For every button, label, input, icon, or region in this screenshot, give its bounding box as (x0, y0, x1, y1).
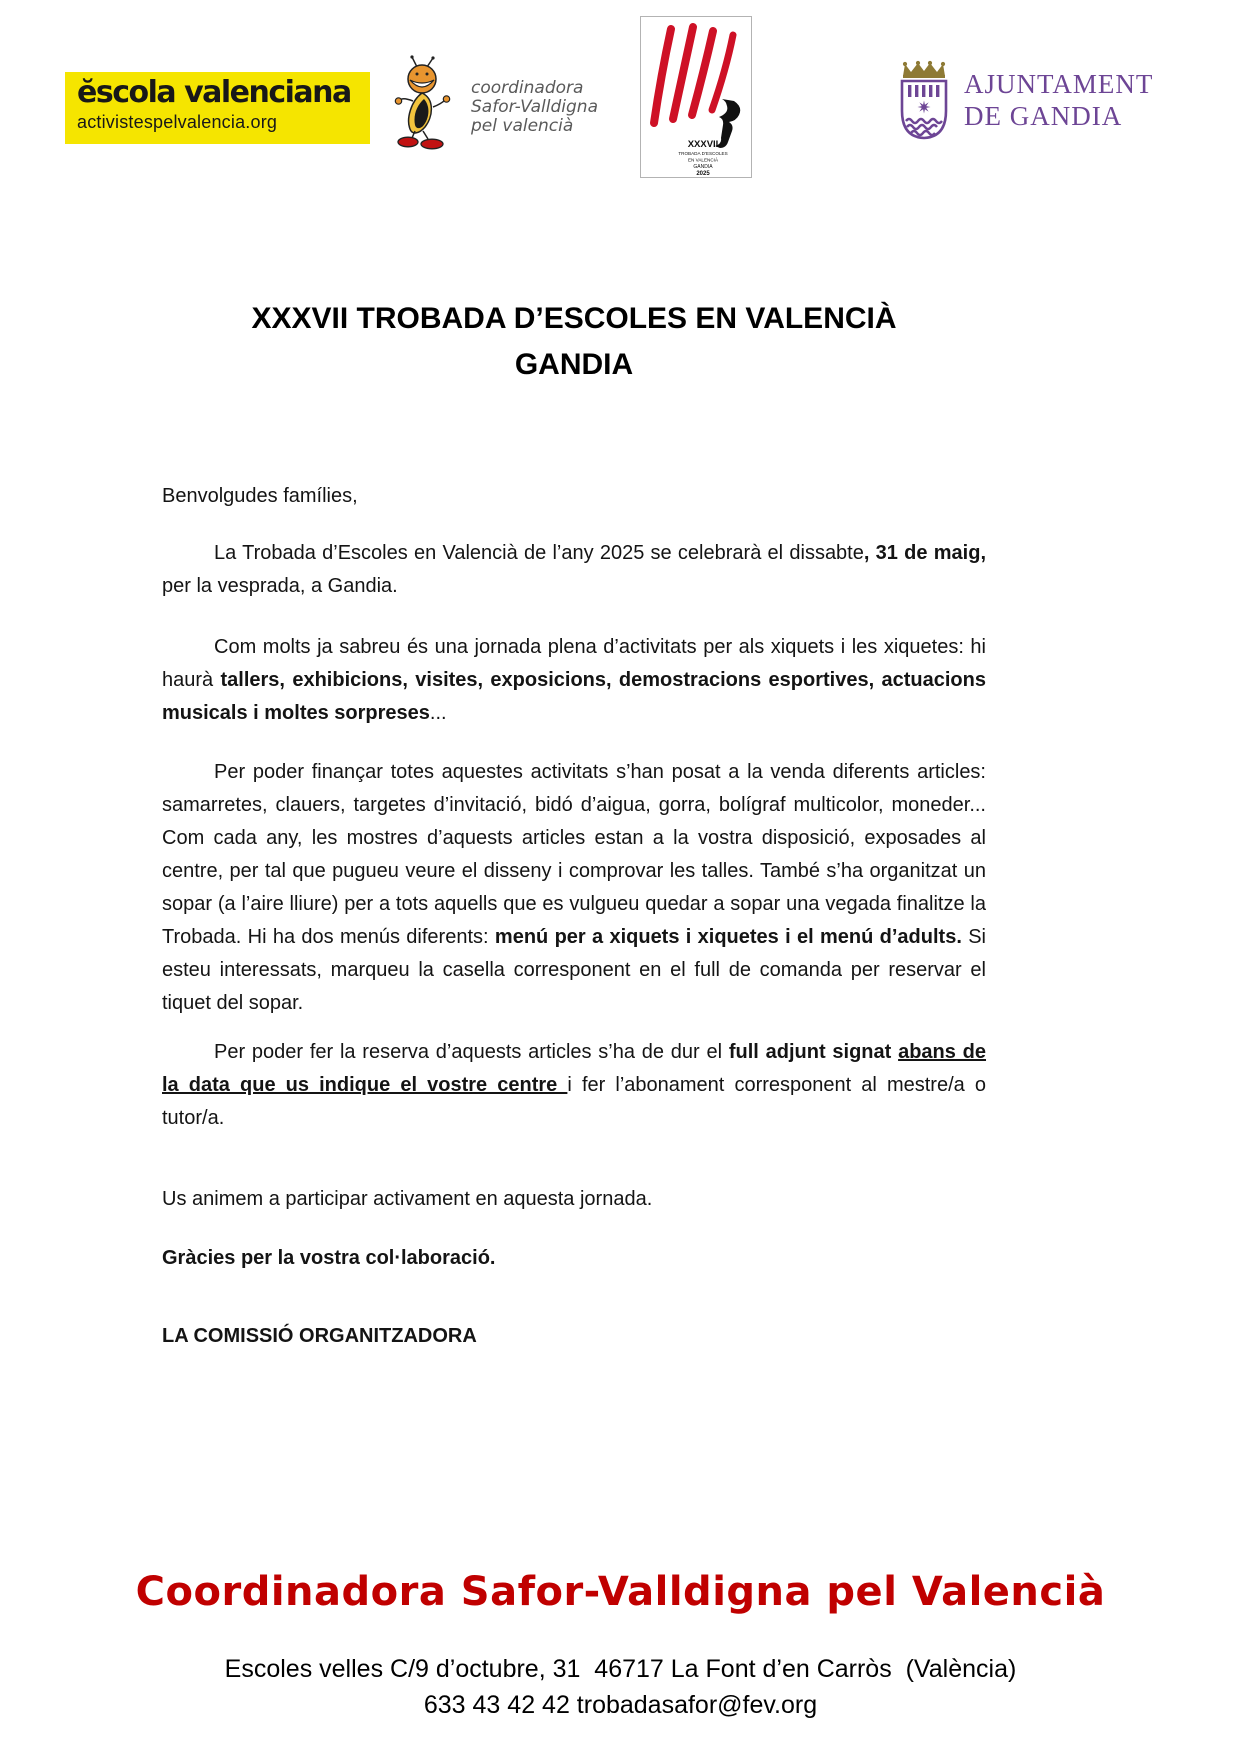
text-run: Per poder finançar totes aquestes activitats s’han posat a la venda diferents articles: samarretes, clauers, targetes d’invitació, bidó d’aigua, gorra, bolígraf multicolor, moneder... Com cada any, les mostres d’aquests articles estan a la vostra disposició, exposades al centre, per tal que pugueu veure el disseny i comprovar les talles. També s’ha organitzat un sopar (a l’aire lliure) per a tots aquells que es vulgueu quedar a sopar una vegada finalitze la Trobada. Hi ha dos menús diferents: (162, 761, 986, 948)
text-run: per la vesprada, a Gandia. (162, 575, 398, 597)
text-run: La Trobada d’Escoles en Valencià de l’any 2025 se celebrarà el dissabte (214, 542, 864, 564)
text-run-bold-underline: abans de la data que us indique el vostre centre (162, 1041, 987, 1096)
dancer-silhouette-icon (715, 99, 740, 148)
ajuntament-wordmark (964, 68, 1153, 132)
text-run-bold: full adjunt signat (728, 1041, 899, 1063)
paragraph-articles (162, 756, 986, 1020)
ajuntament-line2: DE GANDIA (964, 101, 1123, 131)
gandia-shield-icon (897, 60, 951, 140)
footer-phone-email: 633 43 42 42 trobadasafor@fev.org (423, 1691, 818, 1719)
trobada-logo-line3: GANDIA (693, 164, 713, 170)
text-run: Si esteu interessats, marqueu la casella corresponent en el full de comanda per reservar el tiquet del sopar. (162, 926, 986, 1014)
text-run-bold: , 31 de maig, (863, 542, 986, 564)
text-run-bold: tallers, exhibicions, visites, exposicions, demostracions esportives, actuacions musicals i moltes sorpreses (162, 669, 986, 724)
coordinadora-line2: Safor-Valldigna (471, 97, 599, 117)
text-run: Com molts ja sabreu és una jornada plena d’activitats per als xiquets i les xiquetes: hi haurà (162, 636, 986, 691)
text-run-bold: menú per a xiquets i xiquetes i el menú d’adults. (494, 926, 962, 948)
signature-committee: LA COMISSIÓ ORGANITZADORA (162, 1325, 477, 1347)
text-run: ... (429, 702, 447, 724)
escola-valenciana-wordmark: ĕscola valenciana (77, 75, 351, 110)
text-run: i fer l’abonament corresponent al mestre/a o tutor/a. (162, 1074, 986, 1129)
footer-organization-name: Coordinadora Safor-Valldigna pel Valencià (135, 1569, 1106, 1615)
coordinadora-line3: pel valencià (471, 116, 574, 136)
coordinadora-logo (383, 55, 598, 150)
paragraph-thanks: Gràcies per la vostra col·laboració. (162, 1247, 496, 1269)
coordinadora-wordmark (471, 55, 598, 150)
paragraph-encouragement: Us animem a participar activament en aquesta jornada. (162, 1188, 653, 1210)
letter-body (162, 480, 986, 1353)
ajuntament-gandia-logo (897, 60, 1153, 140)
text-run: Per poder fer la reserva d’aquests articles s’ha de dur el (214, 1041, 729, 1063)
paragraph-reservation (162, 1036, 986, 1135)
trobada-logo-line1: TROBADA D’ESCOLES (678, 151, 728, 156)
escola-valenciana-url: activistespelvalencia.org (77, 112, 278, 132)
footer-address: Escoles velles C/9 d’octubre, 31 46717 La Font d’en Carròs (València) (224, 1655, 1017, 1683)
coordinadora-line1: coordinadora (471, 78, 584, 98)
trobada-logo-roman: XXXVII (687, 139, 719, 150)
bee-mascot-icon (383, 55, 463, 150)
ajuntament-line1: AJUNTAMENT (964, 69, 1154, 99)
document-title (162, 296, 986, 388)
greeting: Benvolgudes famílies, (162, 485, 358, 507)
paragraph-activities (162, 631, 986, 730)
paragraph-date (162, 537, 986, 603)
senyera-claw-icon (641, 17, 751, 177)
document-title-line1: XXXVII TROBADA D’ESCOLES EN VALENCIÀ (251, 302, 897, 335)
escola-valenciana-logo (65, 72, 370, 144)
trobada-2025-logo (640, 16, 752, 178)
document-title-line2: GANDIA (514, 348, 634, 381)
trobada-logo-line4: 2025 (696, 171, 710, 177)
trobada-logo-line2: EN VALENCIÀ (687, 157, 719, 163)
